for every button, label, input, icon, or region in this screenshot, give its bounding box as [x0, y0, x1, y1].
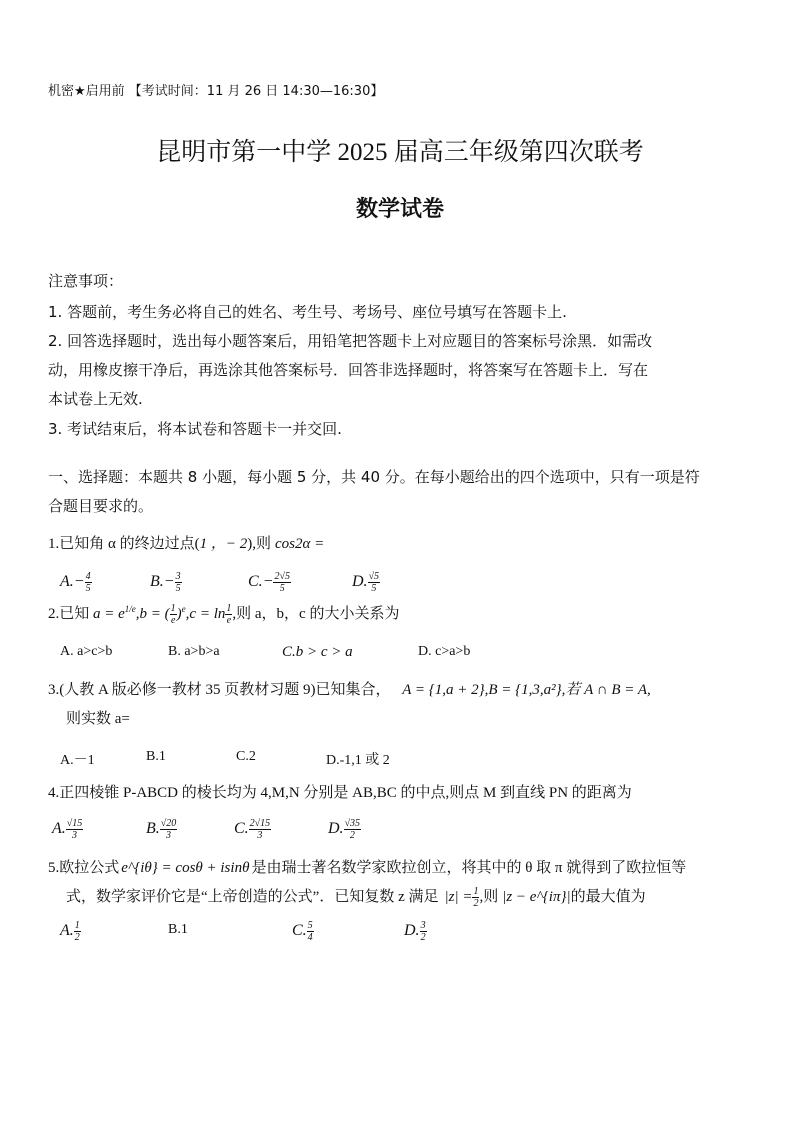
option-c[interactable]: C.− $\frac{2√5}{5}$: [248, 571, 290, 594]
question-4-options: [52, 813, 612, 845]
option-c[interactable]: C.2: [236, 749, 256, 764]
option-b[interactable]: B.1: [146, 749, 166, 764]
option-d[interactable]: D.-1,1 或 2: [326, 753, 390, 768]
option-c[interactable]: C.b > c > a: [282, 644, 353, 660]
option-a[interactable]: A. a>c>b: [60, 644, 113, 659]
option-a[interactable]: A.－1: [60, 753, 95, 768]
option-a[interactable]: A. $\frac{1}{2}$: [60, 920, 80, 943]
option-a[interactable]: A. $\frac{√15}{3}$: [52, 818, 83, 841]
option-d[interactable]: D. $\frac{√35}{2}$: [328, 818, 361, 841]
page-subtitle: 数学试卷: [355, 197, 444, 222]
question-4-stem: 4.正四棱锥 P-ABCD 的棱长均为 4,M,N 分别是 AB,BC 的中点,则点 M 到直线 PN 的距离为: [48, 785, 632, 801]
option-b[interactable]: B.1: [168, 922, 188, 937]
notice-heading: 注意事项：: [48, 272, 124, 290]
option-a[interactable]: A.− $\frac{4}{5}$: [60, 571, 91, 594]
question-3-options: [60, 749, 660, 769]
option-b[interactable]: B. $\frac{√20}{3}$: [146, 818, 177, 841]
notice-item: 3. 考试结束后，将本试卷和答题卡一并交回.: [48, 420, 342, 438]
question-5-stem: 5.欧拉公式 e^{iθ} = cosθ + isinθ 是由瑞士著名数学家欧拉创立，将其中的 θ 取 π 就得到了欧拉恒等: [48, 860, 687, 876]
option-d[interactable]: D. c>a>b: [418, 644, 471, 659]
question-1-stem: 1.已知角 α 的终边过点(1 ，− 2),则 cos2α =: [48, 536, 325, 552]
question-1-options: [60, 566, 580, 596]
option-b[interactable]: B. a>b>a: [168, 644, 220, 659]
option-c[interactable]: C. $\frac{2√15}{3}$: [234, 818, 271, 841]
secret-note: 机密★启用前: [48, 84, 125, 99]
question-2-stem: 2.已知 $a = e^{1/e},b$ = ( $\frac{1}{e}$ )$^e$,c = ln $\frac{1}{e}$ ,则 a，b，c 的大小关系为: [48, 603, 400, 627]
option-b[interactable]: B.− $\frac{3}{5}$: [150, 571, 181, 594]
question-5-options: [60, 915, 620, 947]
question-3-stem-cont: 则实数 a=: [66, 711, 130, 727]
question-5-stem-cont: 式，数学家评价它是“上帝创造的公式”．已知复数 z 满足 |z| = $\frac{1}{2}$ ,则 |z − e^{iπ}|的最大值为: [66, 886, 646, 910]
exam-time: 【考试时间：11 月 26 日 14:30—16:30】: [128, 84, 384, 99]
section-heading: 一、选择题：本题共 8 小题，每小题 5 分，共 40 分。在每小题给出的四个选项中，只有一项是符: [48, 468, 700, 486]
notice-item: 本试卷上无效.: [48, 390, 143, 408]
question-2-options: [60, 644, 660, 664]
option-d[interactable]: D. $\frac{3}{2}$: [404, 920, 426, 943]
page-title: 昆明市第一中学 2025 届高三年级第四次联考: [156, 139, 644, 166]
notice-item: 1. 答题前，考生务必将自己的姓名、考生号、考场号、座位号填写在答题卡上.: [48, 303, 567, 321]
section-heading-cont: 合题目要求的。: [48, 497, 154, 515]
question-3-stem: 3.(人教 A 版必修一教材 35 页教材习题 9)已知集合， A = {1,a + 2},B = {1,3,a²},若 A ∩ B = A,: [48, 682, 651, 698]
notice-item: 动，用橡皮擦干净后，再选涂其他答案标号．回答非选择题时，将答案写在答题卡上．写在: [48, 361, 649, 379]
exam-header: [48, 80, 383, 99]
option-c[interactable]: C. $\frac{5}{4}$: [292, 920, 313, 943]
notice-item: 2. 回答选择题时，选出每小题答案后，用铅笔把答题卡上对应题目的答案标号涂黑．如需改: [48, 332, 653, 350]
option-d[interactable]: D. $\frac{√5}{5}$: [352, 571, 380, 594]
